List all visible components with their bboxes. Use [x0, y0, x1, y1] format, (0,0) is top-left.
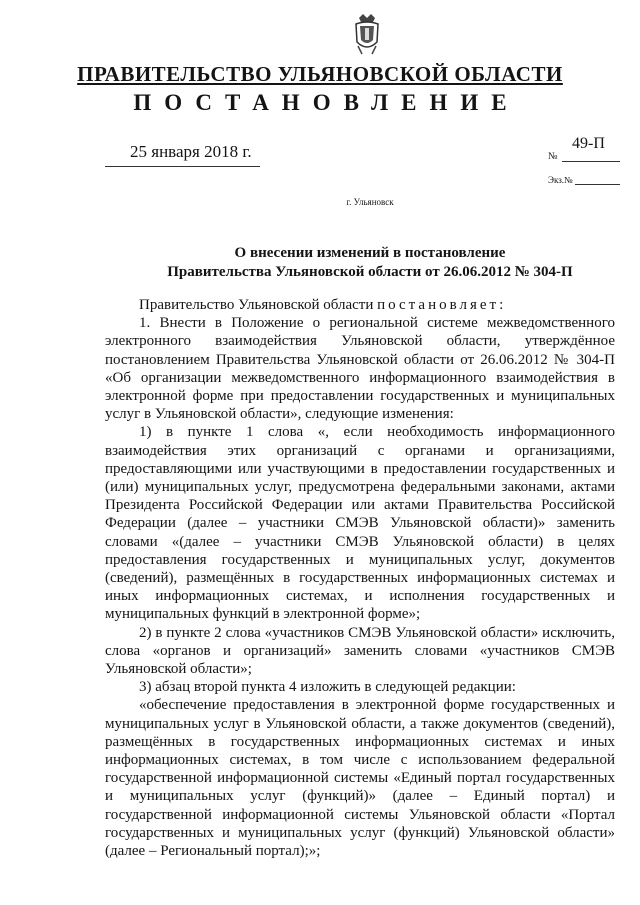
- paragraph-5: «обеспечение предоставления в электронной форме государственных и муниципальных услуг в Ульяновской области, а также документов (сведений), размещённых в государственных информационных системах и иных информационных системах, в том числе с использованием федеральной государственной информационной системы «Единый портал государственных и муниципальных услуг (функций)» (далее – Единый портал) и государственной информационной системы Ульяновской области «Портал государственных и муниципальных услуг (функций) Ульяновской области» (далее – Региональный портал);»;: [105, 697, 615, 860]
- intro-paragraph: [105, 296, 615, 314]
- document-body: [105, 296, 615, 860]
- copy-number-label: Экз.№: [548, 175, 573, 185]
- coat-of-arms-emblem: [354, 12, 380, 56]
- document-number: 49-П: [572, 135, 605, 152]
- document-date: 25 января 2018 г.: [130, 142, 252, 161]
- government-title: ПРАВИТЕЛЬСТВО УЛЬЯНОВСКОЙ ОБЛАСТИ: [77, 62, 563, 86]
- document-type: ПОСТАНОВЛЕНИЕ: [133, 90, 520, 115]
- heading-line-2: Правительства Ульяновской области от 26.06.2012 № 304-П: [167, 264, 573, 280]
- date-underline: [105, 166, 260, 167]
- document-heading: [130, 244, 610, 282]
- city: г. Ульяновск: [346, 197, 394, 207]
- heading-line-1: О внесении изменений в постановление: [234, 245, 506, 261]
- paragraph-3: 2) в пункте 2 слова «участников СМЭВ Ульяновской области» исключить, слова «органов и организаций» заменить словами «участников СМЭВ Ульяновской области»;: [105, 624, 615, 678]
- paragraph-4: 3) абзац второй пункта 4 изложить в следующей редакции:: [139, 679, 516, 696]
- intro-subject: Правительство Ульяновской области: [139, 297, 374, 313]
- paragraph-2: 1) в пункте 1 слова «, если необходимость информационного взаимодействия этих организаций с органами и организациями, предоставляющими или участвующими в предоставлении государственных и (или) муниципальных услуг, предусмотрена федеральными законами, актами Президента Российской Федерации или актами Правительства Российской Федерации (далее – участники СМЭВ Ульяновской области)» заменить словами «(далее – участники СМЭВ Ульяновской области) в целях предоставления государственных и муниципальных услуг, документов (сведений), размещённых в государственных информационных системах и иных информационных системах, и исполнения государственных и муниципальных функций в электронной форме»;: [105, 424, 615, 623]
- number-underline: [562, 161, 620, 162]
- intro-verb: постановляет:: [377, 297, 507, 313]
- copy-number-underline: [575, 184, 620, 185]
- paragraph-1: 1. Внести в Положение о региональной системе межведомственного электронного взаимодействия Ульяновской области, утверждённое постановлением Правительства Ульяновской области от 26.06.2012 № 304-П «Об организации межведомственного информационного взаимодействия в электронной форме при предоставлении государственных и муниципальных услуг в Ульяновской области», следующие изменения:: [105, 315, 615, 423]
- number-label: №: [548, 151, 558, 162]
